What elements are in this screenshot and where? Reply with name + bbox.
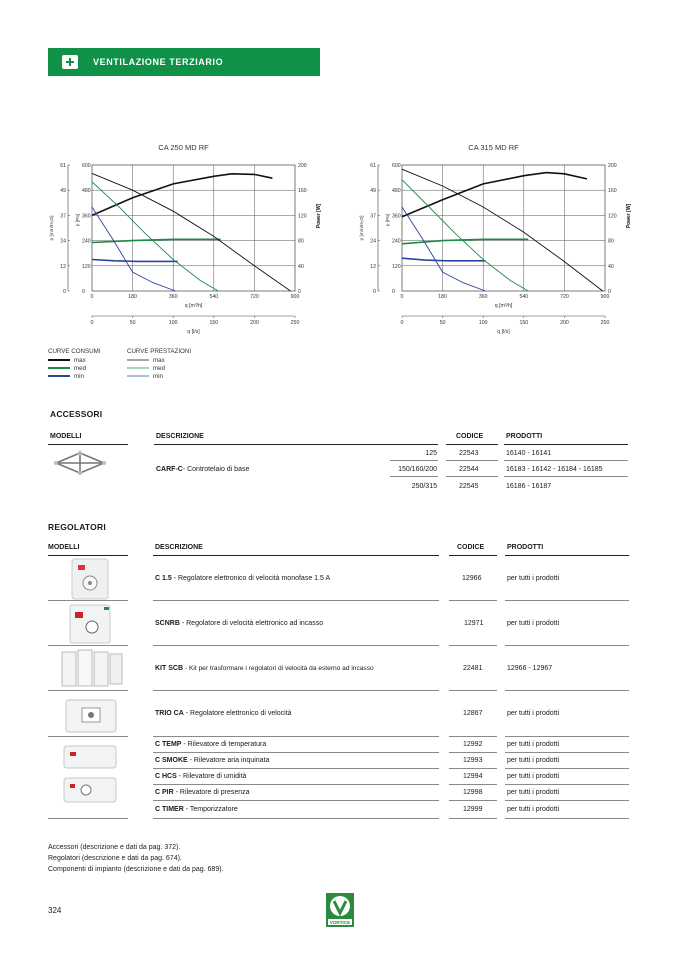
reg-codice: 12999	[463, 806, 483, 813]
legend-item	[48, 364, 101, 372]
y-pa-tick-label: 600	[82, 163, 91, 169]
row-rule	[153, 800, 439, 801]
y-pa-tick-label: 480	[392, 188, 401, 195]
row-rule	[153, 736, 439, 737]
row-rule	[153, 752, 439, 753]
y2-tick-label: 40	[608, 263, 614, 270]
logo-text: VORTICE	[329, 920, 351, 925]
row-rule	[505, 768, 629, 769]
legend-label: min	[74, 372, 84, 380]
reg-desc	[155, 575, 330, 582]
chart-title: CA 315 MD RF	[468, 143, 519, 152]
y-mm-tick-label: 37	[370, 213, 376, 220]
x-tick-label: 540	[209, 294, 219, 300]
y2-tick-label: 0	[298, 289, 301, 295]
x-tick-label: 180	[438, 294, 447, 300]
x-tick-label: 0	[90, 294, 94, 300]
reg-name: C TEMP	[155, 741, 182, 748]
reg-desc	[155, 789, 250, 796]
row-rule	[153, 690, 439, 691]
x2-tick-label: 0	[90, 320, 94, 326]
y-mm-tick-label: 49	[60, 188, 66, 195]
row-rule	[505, 736, 629, 737]
legend-item	[127, 356, 191, 364]
acc-item-desc	[156, 466, 249, 473]
notes	[48, 842, 224, 875]
y-mm-tick-label: 61	[370, 163, 376, 169]
chart-svg	[350, 140, 630, 340]
y2-tick-label: 120	[298, 213, 307, 220]
reg-name: C SMOKE	[155, 757, 188, 764]
row-rule	[153, 818, 439, 819]
reg-desc	[155, 620, 323, 627]
reg-header-modelli: MODELLI	[48, 544, 80, 551]
series-line-prestazioni-med	[402, 180, 528, 291]
reg-desc-text: - Regolatore di velocità elettronico ad incasso	[181, 620, 324, 627]
x-tick-label: 0	[400, 294, 404, 300]
row-rule	[504, 476, 628, 477]
legend-consumi-title: CURVE CONSUMI	[48, 348, 101, 355]
row-rule	[446, 476, 498, 477]
x2-tick-label: 100	[478, 320, 488, 326]
legend-label: med	[74, 364, 87, 372]
chart-ca-250-md-rf	[40, 140, 320, 340]
legend-item	[127, 372, 191, 380]
trio-ca-image	[56, 694, 126, 738]
y-mm-tick-label: 37	[60, 213, 66, 220]
reg-name: C 1.5	[155, 575, 172, 582]
row-rule	[390, 460, 438, 461]
row-rule	[449, 818, 497, 819]
reg-codice: 22481	[463, 665, 483, 672]
reg-prodotti: 12966 - 12967	[507, 665, 553, 672]
legend-swatch	[48, 358, 70, 362]
reg-desc-text: - Regolatore elettronico di velocità	[185, 710, 292, 717]
row-rule	[449, 800, 497, 801]
acc-codice: 22544	[459, 466, 479, 473]
x2-tick-label: 250	[600, 320, 610, 326]
reg-codice: 12994	[463, 773, 483, 780]
note-line: Componenti di impianto (descrizione e dati da pag. 689).	[48, 866, 224, 873]
row-rule	[153, 645, 439, 646]
reg-codice: 12867	[463, 710, 483, 717]
acc-item-text: - Controtelaio di base	[182, 466, 250, 473]
reg-codice: 12993	[463, 757, 483, 764]
y-mm-tick-label: 12	[60, 263, 66, 270]
header-rule	[504, 444, 628, 445]
note-line: Accessori (descrizione e dati da pag. 372).	[48, 844, 181, 851]
kit-scb-image	[56, 648, 126, 690]
series-line-prestazioni-min	[92, 207, 176, 291]
legend-item	[48, 356, 101, 364]
y-pa-tick-label: 240	[392, 238, 401, 245]
reg-prodotti: per tutti i prodotti	[507, 806, 560, 813]
y-mm-tick-label: 61	[60, 163, 66, 169]
legend-item	[48, 372, 101, 380]
legend-swatch	[48, 374, 70, 378]
sensors-image	[56, 742, 126, 808]
x2-tick-label: 50	[439, 320, 446, 326]
y-mm-axis-label: p [mm/H₂O]	[360, 215, 365, 241]
plot-frame	[402, 165, 605, 291]
reg-name: C HCS	[155, 773, 177, 780]
header-rule	[449, 555, 497, 556]
reg-desc-text: - Rilevatore di temperatura	[183, 741, 267, 748]
row-rule	[505, 800, 629, 801]
reg-desc	[155, 773, 246, 780]
legend-prestazioni	[127, 348, 191, 380]
accessori-title: ACCESSORI	[50, 409, 103, 419]
x-tick-label: 540	[519, 294, 529, 300]
y2-tick-label: 160	[608, 188, 617, 195]
x2-tick-label: 50	[129, 320, 136, 326]
x2-tick-label: 250	[290, 320, 300, 326]
legend-prestazioni-title: CURVE PRESTAZIONI	[127, 348, 192, 355]
y2-axis-label: Power [W]	[626, 203, 632, 229]
acc-size: 250/315	[411, 483, 437, 490]
reg-desc-text: - Rilevatore di umidità	[178, 773, 247, 780]
reg-codice: 12966	[462, 575, 482, 582]
y-pa-tick-label: 120	[392, 263, 401, 270]
y-pa-tick-label: 0	[82, 289, 85, 295]
x-tick-label: 900	[600, 294, 610, 300]
row-rule	[390, 476, 438, 477]
y2-tick-label: 0	[608, 289, 611, 295]
header-rule	[153, 555, 439, 556]
y-mm-tick-label: 0	[63, 289, 66, 295]
chart-ca-315-md-rf	[350, 140, 630, 340]
x2-tick-label: 200	[560, 320, 569, 326]
row-rule	[48, 690, 128, 691]
series-line-consumi-min	[402, 258, 486, 261]
acc-codice: 22545	[459, 483, 479, 490]
reg-name: C TIMER	[155, 806, 184, 813]
y-pa-axis-label: p [Pa]	[76, 213, 81, 227]
reg-prodotti: per tutti i prodotti	[507, 773, 560, 780]
legend-swatch	[127, 366, 149, 370]
x-tick-label: 360	[478, 294, 488, 300]
reg-header-descrizione: DESCRIZIONE	[155, 544, 203, 551]
reg-codice: 12971	[464, 620, 484, 627]
row-rule	[505, 645, 629, 646]
y-pa-axis-label: p [Pa]	[386, 213, 391, 227]
x-tick-label: 180	[128, 294, 137, 300]
row-rule	[505, 784, 629, 785]
carf-c-frame-image	[52, 450, 108, 476]
y2-axis-label: Power [W]	[316, 203, 322, 229]
legend-swatch	[48, 366, 70, 370]
acc-prodotti: 16186 - 16187	[506, 483, 552, 490]
y-pa-tick-label: 240	[82, 238, 91, 245]
reg-codice: 12998	[463, 789, 483, 796]
reg-name: C PIR	[155, 789, 174, 796]
row-rule	[449, 690, 497, 691]
reg-name: TRIO CA	[155, 710, 184, 717]
y2-tick-label: 80	[298, 238, 304, 245]
x2-tick-label: 200	[250, 320, 259, 326]
header-rule	[505, 555, 629, 556]
x2-tick-label: 100	[168, 320, 178, 326]
legend-swatch	[127, 374, 149, 378]
y-pa-tick-label: 120	[82, 263, 91, 270]
y-mm-tick-label: 12	[370, 263, 376, 270]
series-line-consumi-max	[402, 173, 587, 217]
row-rule	[153, 768, 439, 769]
acc-header-prodotti: PRODOTTI	[506, 433, 543, 440]
reg-prodotti: per tutti i prodotti	[507, 710, 560, 717]
row-rule	[504, 460, 628, 461]
row-rule	[449, 784, 497, 785]
reg-prodotti: per tutti i prodotti	[507, 789, 560, 796]
row-rule	[505, 600, 629, 601]
reg-desc-text: - Temporizzatore	[185, 806, 238, 813]
series-line-prestazioni-min	[402, 207, 486, 291]
y-mm-tick-label: 49	[370, 188, 376, 195]
acc-header-descrizione: DESCRIZIONE	[156, 433, 204, 440]
y2-tick-label: 80	[608, 238, 614, 245]
y-mm-tick-label: 0	[373, 289, 376, 295]
acc-prodotti: 16183 - 16142 - 16184 - 16185	[506, 466, 603, 473]
series-line-consumi-max	[92, 174, 272, 216]
y2-tick-label: 160	[298, 188, 307, 195]
reg-desc-text: - Rilevatore di presenza	[175, 789, 250, 796]
acc-header-codice: CODICE	[456, 433, 484, 440]
x2-tick-label: 0	[400, 320, 404, 326]
banner-title: VENTILAZIONE TERZIARIO	[93, 57, 224, 67]
x-axis-label: q [m³/h]	[494, 303, 513, 309]
reg-name: KIT SCB	[155, 665, 183, 672]
row-rule	[153, 784, 439, 785]
x-axis-label: q [m³/h]	[184, 303, 203, 309]
plot-frame	[92, 165, 295, 291]
reg-desc	[155, 757, 269, 764]
acc-size: 125	[425, 450, 437, 457]
y-mm-axis-label: p [mm/H₂O]	[50, 215, 55, 241]
row-rule	[48, 600, 128, 601]
reg-desc-text: - Rilevatore aria inquinata	[189, 757, 270, 764]
row-rule	[505, 752, 629, 753]
acc-codice: 22543	[459, 450, 479, 457]
row-rule	[48, 645, 128, 646]
scnrb-regulator-image	[56, 602, 126, 646]
reg-name: SCNRB	[155, 620, 180, 627]
chart-title: CA 250 MD RF	[158, 143, 209, 152]
row-rule	[449, 645, 497, 646]
c15-regulator-image	[56, 557, 126, 601]
legend-swatch	[127, 358, 149, 362]
row-rule	[48, 736, 128, 737]
reg-desc	[155, 710, 292, 717]
series-line-prestazioni-max	[402, 169, 603, 291]
reg-header-prodotti: PRODOTTI	[507, 544, 544, 551]
y-pa-tick-label: 360	[82, 213, 91, 220]
y2-tick-label: 120	[608, 213, 617, 220]
acc-size: 150/160/200	[398, 466, 437, 473]
legend-label: min	[153, 372, 163, 380]
reg-prodotti: per tutti i prodotti	[507, 620, 560, 627]
header-rule	[446, 444, 498, 445]
reg-desc	[155, 665, 374, 672]
legend-label: max	[74, 356, 86, 364]
x-tick-label: 720	[560, 294, 569, 300]
acc-prodotti: 16140 - 16141	[506, 450, 552, 457]
header-rule	[48, 444, 128, 445]
row-rule	[48, 818, 128, 819]
reg-prodotti: per tutti i prodotti	[507, 575, 560, 582]
reg-desc-text: - Regolatore elettronico di velocità monofase 1.5 A	[173, 575, 331, 582]
reg-prodotti: per tutti i prodotti	[507, 757, 560, 764]
y2-tick-label: 200	[298, 163, 307, 169]
legend-consumi	[48, 348, 101, 380]
y2-tick-label: 40	[298, 263, 304, 270]
y-mm-tick-label: 24	[60, 238, 66, 245]
reg-codice: 12992	[463, 741, 483, 748]
y-pa-tick-label: 360	[392, 213, 401, 220]
reg-desc-text: - Kit per trasformare i regolatori di velocità da esterno ad incasso	[184, 665, 374, 672]
reg-prodotti: per tutti i prodotti	[507, 741, 560, 748]
x2-tick-label: 150	[519, 320, 529, 326]
y-pa-tick-label: 0	[392, 289, 395, 295]
y-pa-tick-label: 600	[392, 163, 401, 169]
row-rule	[449, 768, 497, 769]
note-line: Regolatori (descrizione e dati da pag. 674).	[48, 855, 182, 862]
x2-tick-label: 150	[209, 320, 219, 326]
row-rule	[505, 818, 629, 819]
row-rule	[153, 600, 439, 601]
row-rule	[449, 736, 497, 737]
reg-header-codice: CODICE	[457, 544, 485, 551]
series-line-consumi-med	[92, 239, 221, 242]
acc-header-modelli: MODELLI	[50, 433, 82, 440]
vortice-logo	[326, 893, 354, 927]
medical-cross-icon	[62, 55, 78, 69]
y-mm-tick-label: 24	[370, 238, 376, 245]
x2-axis-label: q [l/s]	[187, 329, 200, 335]
series-line-consumi-min	[92, 260, 178, 262]
x2-axis-label: q [l/s]	[497, 329, 510, 335]
x-tick-label: 720	[250, 294, 259, 300]
x-tick-label: 360	[168, 294, 178, 300]
acc-item-name: CARF-C	[156, 466, 183, 473]
row-rule	[446, 460, 498, 461]
row-rule	[449, 600, 497, 601]
page-number: 324	[48, 906, 62, 915]
header-rule	[48, 555, 128, 556]
y2-tick-label: 200	[608, 163, 617, 169]
section-banner	[48, 48, 320, 76]
y-pa-tick-label: 480	[82, 188, 91, 195]
header-rule	[154, 444, 438, 445]
row-rule	[505, 690, 629, 691]
legend-item	[127, 364, 191, 372]
reg-desc	[155, 741, 266, 748]
reg-desc	[155, 806, 238, 813]
legend-label: med	[153, 364, 166, 372]
row-rule	[449, 752, 497, 753]
regolatori-title: REGOLATORI	[48, 522, 106, 532]
x-tick-label: 900	[290, 294, 300, 300]
legend-label: max	[153, 356, 165, 364]
chart-svg	[40, 140, 320, 340]
